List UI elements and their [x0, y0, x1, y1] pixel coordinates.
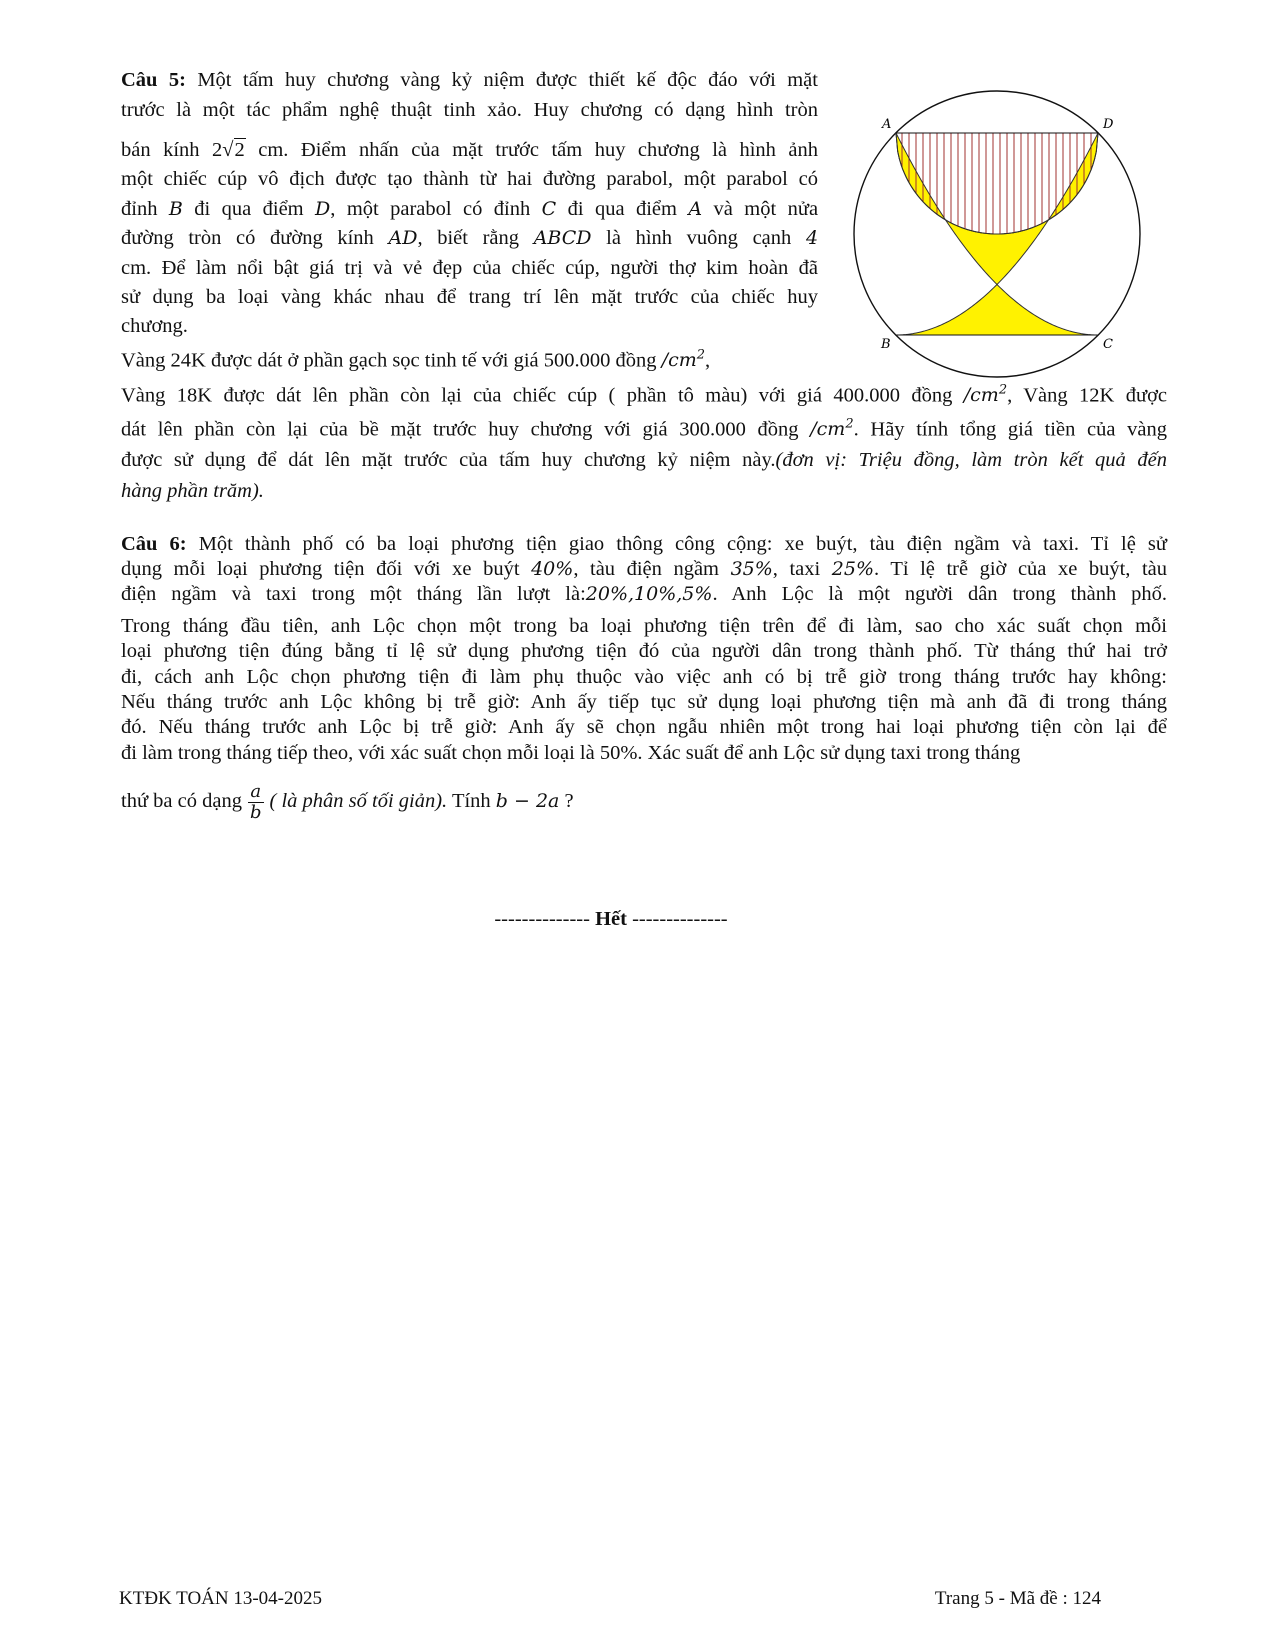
q5-text: Một tấm huy chương vàng kỷ niệm được thiết kế độc đáo với mặt	[197, 69, 818, 91]
q5-text: là hình vuông cạnh	[606, 227, 792, 249]
q5-text: đường tròn có đường kính	[121, 227, 374, 249]
q5-text: được sử dụng để dát lên mặt trước của tấm huy chương kỷ niệm này.	[121, 449, 776, 471]
medal-figure	[851, 88, 1143, 380]
unit-cm2	[964, 384, 1007, 406]
label-D: D	[1103, 117, 1114, 132]
q6-text: ?	[564, 790, 574, 812]
q5-line-7: cm. Để làm nổi bật giá trị và vẻ đẹp của chiếc cúp, người thợ kim hoàn đã	[121, 257, 818, 279]
sqrt-symbol: √2	[222, 139, 245, 161]
footer-right: Trang 5 - Mã đề : 124	[934, 1588, 1101, 1609]
q6-text: Một thành phố có ba loại phương tiện giao thông công cộng: xe buýt, tàu điện ngầm và taxi. Tỉ lệ sử	[198, 533, 1167, 555]
end-dashes: --------------	[632, 908, 728, 930]
q5-text: ,	[705, 349, 711, 372]
math-side-length: 4	[805, 227, 819, 249]
math-ABCD: ABCD	[533, 227, 592, 249]
sqrt-radicand: 2	[234, 139, 245, 161]
q6-text: , tàu điện ngầm	[573, 558, 719, 580]
unit-exponent: 2	[696, 348, 706, 363]
q6-line-6: đi, cách anh Lộc chọn phương tiện đi làm phụ thuộc vào việc anh có bị trễ giờ trong tháng trước hay không:	[121, 666, 1167, 688]
q5-text: . Hãy tính tổng giá tiền của vàng	[853, 418, 1167, 441]
math-AD: AD	[388, 227, 418, 249]
q6-line-5: loại phương tiện đúng bằng tỉ lệ sử dụng phương tiện đó của người dân trong thành phố. Từ tháng thứ hai trở	[121, 640, 1167, 662]
fraction-numerator: a	[248, 782, 264, 803]
q5-text: , biết rằng	[417, 227, 520, 249]
q5-text: đỉnh	[121, 198, 158, 220]
q5-note: (đơn vị: Triệu đồng, làm tròn kết quả đến	[775, 449, 1167, 471]
percent-taxi: 25%	[831, 558, 875, 580]
math-A: A	[688, 198, 703, 220]
q5-text: bán kính 2	[121, 139, 223, 161]
q5-text: cm. Điểm nhấn của mặt trước tấm huy chương là hình ảnh	[245, 139, 819, 161]
math-C: C	[541, 198, 557, 220]
label-B: B	[881, 337, 891, 352]
unit-exponent: 2	[998, 383, 1008, 398]
q6-text: . Tỉ lệ trễ giờ của xe buýt, tàu	[874, 558, 1168, 580]
q6-line-8: đó. Nếu tháng trước anh Lộc bị trễ giờ: Anh ấy sẽ chọn ngẫu nhiên một trong hai loại phương tiện còn lại để	[121, 716, 1167, 738]
end-marker	[0, 908, 1222, 931]
q6-text: Tính	[451, 790, 491, 812]
q5-line-5	[121, 196, 818, 222]
q6-line-1	[121, 531, 1167, 557]
q6-text: , taxi	[772, 558, 821, 580]
fraction-a-over-b	[248, 782, 264, 823]
q5-line-11	[121, 378, 1167, 408]
q5-text: dát lên phần còn lại của bề mặt trước huy chương với giá 300.000 đồng	[121, 418, 799, 441]
end-dashes: --------------	[494, 908, 590, 930]
unit-exponent: 2	[845, 417, 854, 432]
q5-text: đi qua điểm	[567, 198, 677, 220]
unit-cm2	[662, 349, 705, 371]
q5-text: Vàng 18K được dát lên phần còn lại của chiếc cúp ( phần tô màu) với giá 400.000 đồng	[121, 384, 953, 407]
q5-text: , một parabol có đỉnh	[330, 198, 531, 220]
unit-cm2	[810, 418, 853, 440]
percent-metro: 35%	[730, 558, 773, 580]
q5-label: Câu 5:	[121, 69, 186, 91]
q6-text: . Anh Lộc là một người dân trong thành phố.	[712, 583, 1167, 605]
late-rates: 20%,10%,5%	[585, 583, 713, 605]
q5-line-2: trước là một tác phẩm nghệ thuật tinh xảo. Huy chương có dạng hình tròn	[121, 99, 818, 121]
q5-line-9: chương.	[121, 315, 188, 337]
q6-text: dụng mỗi loại phương tiện đối với xe buýt	[121, 558, 520, 580]
q6-line-4: Trong tháng đầu tiên, anh Lộc chọn một trong ba loại phương tiện trên để đi làm, sao cho xác suất chọn mỗi	[121, 615, 1167, 637]
q5-text: , Vàng 12K được	[1007, 384, 1168, 407]
q5-line-4: một chiếc cúp vô địch được tạo thành từ hai đường parabol, một parabol có	[121, 168, 818, 190]
math-expression: b − 2a	[495, 790, 560, 812]
q6-line-7: Nếu tháng trước anh Lộc không bị trễ giờ: Anh ấy tiếp tục sử dụng loại phương tiện mà anh đã đi trong tháng	[121, 691, 1167, 713]
label-C: C	[1103, 337, 1113, 352]
q5-line-10	[121, 343, 710, 373]
q5-text: và một nửa	[713, 198, 819, 220]
q5-text: Vàng 24K được dát ở phần gạch sọc tinh tế với giá 500.000 đồng	[121, 349, 657, 372]
q5-line-3	[121, 137, 818, 163]
q6-text: điện ngầm và taxi trong một tháng lần lượt là:	[121, 583, 586, 605]
fraction-denominator: b	[249, 801, 262, 823]
q6-line-3	[121, 581, 1167, 607]
q5-text: đi qua điểm	[194, 198, 304, 220]
q5-line-12	[121, 412, 1167, 442]
end-word: Hết	[595, 908, 627, 930]
q5-line-14: hàng phần trăm).	[121, 480, 264, 502]
footer-left: KTĐK TOÁN 13-04-2025	[119, 1588, 323, 1609]
label-A: A	[882, 117, 892, 132]
q5-line-8: sử dụng ba loại vàng khác nhau để trang trí lên mặt trước của chiếc huy	[121, 286, 818, 308]
q5-line-13	[121, 447, 1167, 473]
q6-line-9: đi làm trong tháng tiếp theo, với xác suất chọn mỗi loại là 50%. Xác suất để anh Lộc sử dụng taxi trong tháng	[121, 742, 1021, 764]
q6-note: ( là phân số tối giản).	[269, 790, 448, 812]
unit-text: /cm	[810, 418, 846, 441]
q6-label: Câu 6:	[121, 533, 187, 555]
unit-text: /cm	[963, 384, 999, 407]
q5-line-6	[121, 225, 818, 251]
math-D: D	[315, 198, 331, 220]
q6-line-10	[121, 772, 574, 830]
q6-line-2	[121, 556, 1167, 582]
percent-bus: 40%	[531, 558, 574, 580]
q5-line-1	[121, 67, 818, 93]
math-B: B	[168, 198, 183, 220]
unit-text: /cm	[661, 349, 697, 372]
q6-text: thứ ba có dạng	[121, 790, 242, 812]
